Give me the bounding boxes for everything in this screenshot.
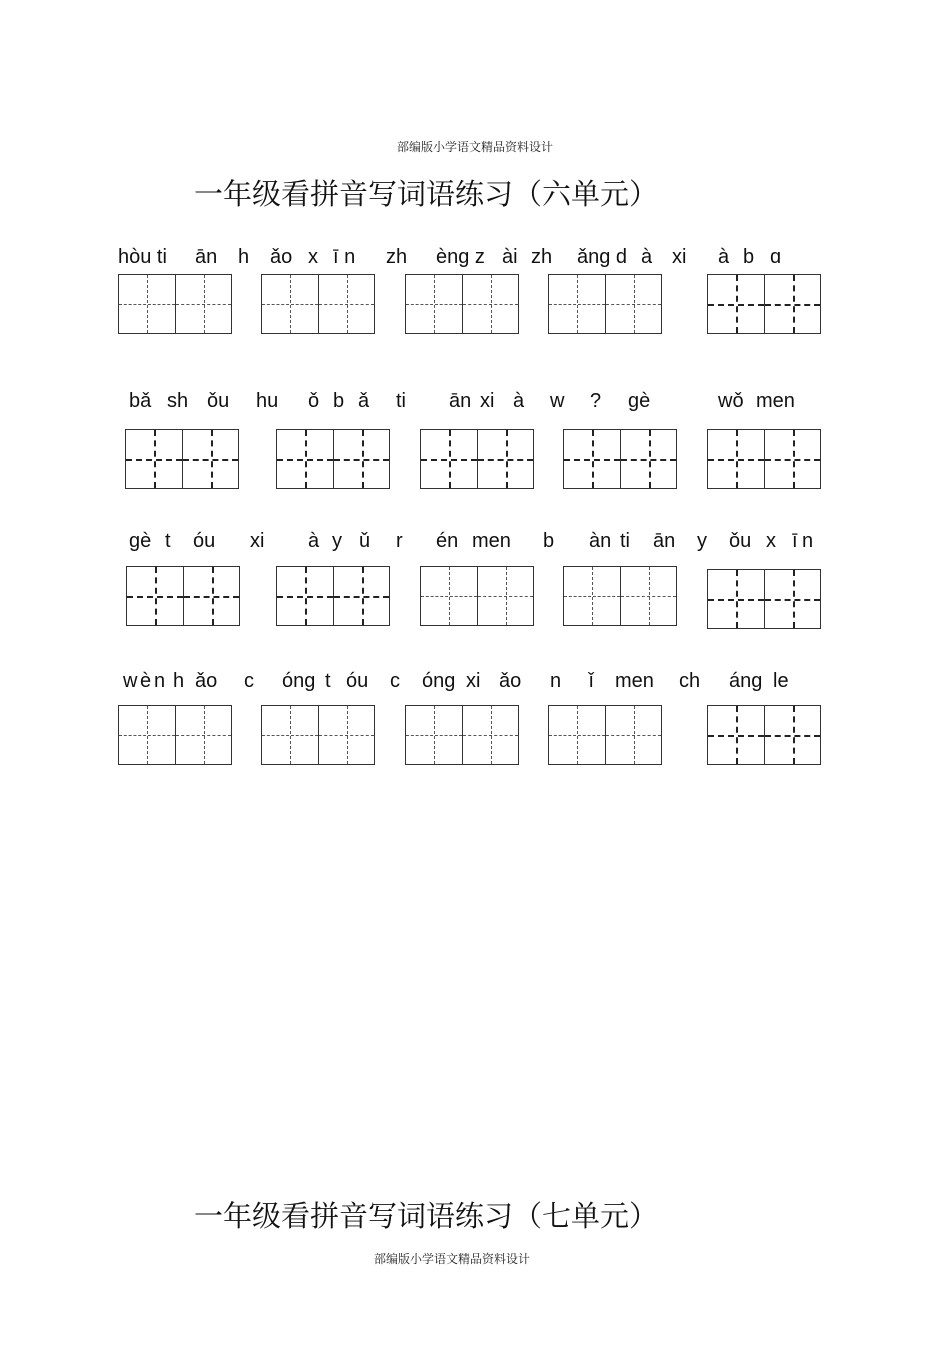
pinyin-text: b xyxy=(543,530,555,552)
char-cell[interactable] xyxy=(462,706,518,764)
char-cell[interactable] xyxy=(318,706,374,764)
pinyin-text: ǎ xyxy=(358,390,370,412)
char-cell[interactable] xyxy=(620,430,676,488)
char-cell[interactable] xyxy=(183,567,239,625)
box-row-4 xyxy=(0,705,950,769)
writing-box[interactable] xyxy=(420,566,534,626)
char-cell[interactable] xyxy=(605,706,661,764)
writing-box[interactable] xyxy=(707,705,821,765)
pinyin-text: b xyxy=(333,390,345,412)
char-cell[interactable] xyxy=(477,430,533,488)
box-row-1 xyxy=(0,274,950,338)
pinyin-text: ǒu xyxy=(207,390,230,412)
char-cell[interactable] xyxy=(175,275,231,333)
pinyin-text: xi xyxy=(480,390,495,412)
char-cell[interactable] xyxy=(564,567,620,625)
pinyin-text: à xyxy=(513,390,525,412)
pinyin-text: óng xyxy=(422,670,456,692)
writing-box[interactable] xyxy=(261,705,375,765)
char-cell[interactable] xyxy=(764,706,820,764)
pinyin-text: hu xyxy=(256,390,279,412)
writing-box[interactable] xyxy=(548,274,662,334)
pinyin-text: én xyxy=(436,530,459,552)
writing-box[interactable] xyxy=(118,274,232,334)
page-footer: 部编版小学语文精品资料设计 xyxy=(373,1252,530,1266)
pinyin-text: xi xyxy=(672,246,687,268)
pinyin-text: ǔ xyxy=(359,530,371,552)
char-cell[interactable] xyxy=(175,706,231,764)
pinyin-text: xi xyxy=(250,530,265,552)
writing-box[interactable] xyxy=(563,566,677,626)
page-header: 部编版小学语文精品资料设计 xyxy=(396,140,553,154)
char-cell[interactable] xyxy=(477,567,533,625)
char-cell[interactable] xyxy=(277,430,333,488)
pinyin-text: à xyxy=(641,246,653,268)
pinyin-row-4 xyxy=(0,670,950,700)
pinyin-text: men xyxy=(472,530,511,552)
pinyin-text: ch xyxy=(679,670,701,692)
writing-box[interactable] xyxy=(707,429,821,489)
char-cell[interactable] xyxy=(549,275,605,333)
char-cell[interactable] xyxy=(262,275,318,333)
pinyin-text: h xyxy=(238,246,250,268)
pinyin-text: ɑ xyxy=(770,246,782,268)
writing-box[interactable] xyxy=(261,274,375,334)
writing-box[interactable] xyxy=(125,429,239,489)
char-cell[interactable] xyxy=(708,706,764,764)
char-cell[interactable] xyxy=(421,567,477,625)
pinyin-text: hòu ti xyxy=(118,246,167,268)
pinyin-text: ài xyxy=(502,246,518,268)
pinyin-text: ǐ xyxy=(589,670,594,692)
pinyin-text: ǎng d xyxy=(577,246,628,268)
pinyin-text: ān xyxy=(449,390,472,412)
pinyin-text: ? xyxy=(590,390,602,412)
pinyin-text: ti xyxy=(396,390,406,412)
pinyin-row-2 xyxy=(0,390,950,420)
char-cell[interactable] xyxy=(119,706,175,764)
char-cell[interactable] xyxy=(333,567,389,625)
pinyin-text: gè xyxy=(129,530,152,552)
char-cell[interactable] xyxy=(421,430,477,488)
pinyin-text: à xyxy=(718,246,730,268)
pinyin-text: ǎo xyxy=(270,246,293,268)
char-cell[interactable] xyxy=(406,706,462,764)
char-cell[interactable] xyxy=(182,430,238,488)
writing-box[interactable] xyxy=(548,705,662,765)
pinyin-text: zh xyxy=(386,246,408,268)
char-cell[interactable] xyxy=(708,570,764,628)
pinyin-text: n xyxy=(802,530,814,552)
pinyin-text: áng xyxy=(729,670,763,692)
writing-box[interactable] xyxy=(420,429,534,489)
writing-box[interactable] xyxy=(126,566,240,626)
pinyin-text: x xyxy=(766,530,776,552)
unit7-title: 一年级看拼音写词语练习（七单元） xyxy=(194,1199,659,1233)
char-cell[interactable] xyxy=(605,275,661,333)
char-cell[interactable] xyxy=(318,275,374,333)
pinyin-text: r xyxy=(396,530,403,552)
pinyin-text: xi xyxy=(466,670,481,692)
pinyin-text: ī xyxy=(792,530,798,552)
pinyin-text: t xyxy=(325,670,331,692)
pinyin-text: ti xyxy=(620,530,630,552)
pinyin-text: ǎo xyxy=(499,670,522,692)
pinyin-text: le xyxy=(773,670,789,692)
char-cell[interactable] xyxy=(708,275,764,333)
pinyin-text: sh xyxy=(167,390,189,412)
writing-box[interactable] xyxy=(405,705,519,765)
pinyin-text: y xyxy=(697,530,707,552)
pinyin-text: ān xyxy=(653,530,676,552)
char-cell[interactable] xyxy=(262,706,318,764)
char-cell[interactable] xyxy=(549,706,605,764)
box-row-3 xyxy=(0,566,950,630)
pinyin-text: w xyxy=(123,670,138,692)
pinyin-text: h xyxy=(173,670,185,692)
char-cell[interactable] xyxy=(277,567,333,625)
writing-box[interactable] xyxy=(118,705,232,765)
char-cell[interactable] xyxy=(620,567,676,625)
box-row-2 xyxy=(0,429,950,493)
pinyin-text: óu xyxy=(346,670,369,692)
pinyin-text: wǒ xyxy=(718,390,744,412)
char-cell[interactable] xyxy=(333,430,389,488)
pinyin-text: à xyxy=(308,530,320,552)
char-cell[interactable] xyxy=(462,275,518,333)
char-cell[interactable] xyxy=(119,275,175,333)
pinyin-text: èng z xyxy=(436,246,485,268)
pinyin-text: ǒ xyxy=(308,390,320,412)
pinyin-text: b xyxy=(743,246,755,268)
char-cell[interactable] xyxy=(126,430,182,488)
pinyin-text: c xyxy=(390,670,400,692)
pinyin-text: è xyxy=(140,670,152,692)
pinyin-text: t xyxy=(165,530,171,552)
pinyin-text: óu xyxy=(193,530,216,552)
pinyin-text: n xyxy=(550,670,562,692)
char-cell[interactable] xyxy=(564,430,620,488)
pinyin-text: men xyxy=(756,390,795,412)
char-cell[interactable] xyxy=(406,275,462,333)
unit6-title: 一年级看拼音写词语练习（六单元） xyxy=(194,177,659,211)
writing-box[interactable] xyxy=(563,429,677,489)
char-cell[interactable] xyxy=(764,570,820,628)
pinyin-text: óng xyxy=(282,670,316,692)
pinyin-text: w xyxy=(550,390,565,412)
pinyin-text: n xyxy=(154,670,166,692)
writing-box[interactable] xyxy=(276,566,390,626)
writing-box[interactable] xyxy=(405,274,519,334)
char-cell[interactable] xyxy=(708,430,764,488)
writing-box[interactable] xyxy=(707,569,821,629)
char-cell[interactable] xyxy=(127,567,183,625)
pinyin-text: x xyxy=(308,246,318,268)
writing-box[interactable] xyxy=(707,274,821,334)
pinyin-text: ǎo xyxy=(195,670,218,692)
pinyin-text: ān xyxy=(195,246,218,268)
pinyin-text: y xyxy=(332,530,342,552)
pinyin-text: àn xyxy=(589,530,612,552)
pinyin-text: zh xyxy=(531,246,553,268)
pinyin-row-1 xyxy=(0,246,950,276)
pinyin-text: men xyxy=(615,670,654,692)
pinyin-text: c xyxy=(244,670,254,692)
pinyin-text: ī n xyxy=(333,246,356,268)
char-cell[interactable] xyxy=(764,275,820,333)
pinyin-row-3 xyxy=(0,530,950,560)
pinyin-text: ǒu xyxy=(729,530,752,552)
pinyin-text: gè xyxy=(628,390,651,412)
char-cell[interactable] xyxy=(764,430,820,488)
pinyin-text: bǎ xyxy=(129,390,152,412)
writing-box[interactable] xyxy=(276,429,390,489)
